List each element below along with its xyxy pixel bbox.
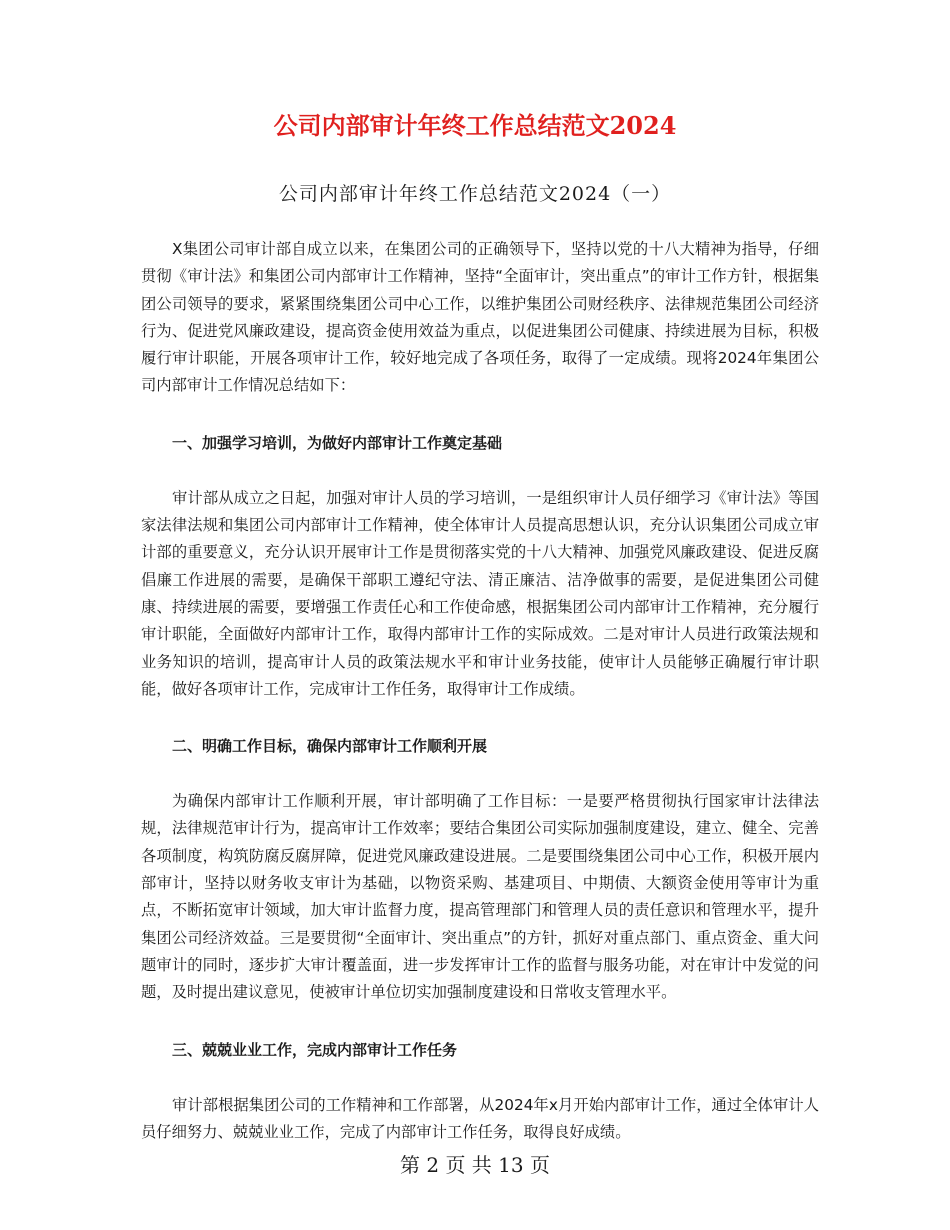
intro-paragraph: X集团公司审计部自成立以来，在集团公司的正确领导下，坚持以党的十八大精神为指导，仔细贯彻《审计法》和集团公司内部审计工作精神，坚持“全面审计，突出重点”的审计工作方针，根据集团公司领导的要求，紧紧围绕集团公司中心工作，以维护集团公司财经秩序、法律规范集团公司经济行为、促进党风廉政建设，提高资金使用效益为重点，以促进集团公司健康、持续进展为目标，积极履行审计职能，开展各项审计工作，较好地完成了各项任务，取得了一定成绩。现将2024年集团公司内部审计工作情况总结如下： xyxy=(141,240,819,395)
section-heading-1: 一、加强学习培训，为做好内部审计工作奠定基础 xyxy=(172,433,503,452)
section-heading-3: 三、兢兢业业工作，完成内部审计工作任务 xyxy=(172,1040,458,1059)
section-paragraph-1: 审计部从成立之日起，加强对审计人员的学习培训，一是组织审计人员仔细学习《审计法》等国家法律法规和集团公司内部审计工作精神，使全体审计人员提高思想认识，充分认识集团公司成立审计部的重要意义，充分认识开展审计工作是贯彻落实党的十八大精神、加强党风廉政建设、促进反腐倡廉工作进展的需要，是确保干部职工遵纪守法、清正廉洁、洁净做事的需要，是促进集团公司健康、持续进展的需要，要增强工作责任心和工作使命感，根据集团公司内部审计工作精神，充分履行审计职能，全面做好内部审计工作，取得内部审计工作的实际成效。二是对审计人员进行政策法规和业务知识的培训，提高审计人员的政策法规水平和审计业务技能，使审计人员能够正确履行审计职能，做好各项审计工作，完成审计工作任务，取得审计工作成绩。 xyxy=(141,488,819,698)
section-paragraph-3: 审计部根据集团公司的工作精神和工作部署，从2024年x月开始内部审计工作，通过全体审计人员仔细努力、兢兢业业工作，完成了内部审计工作任务，取得良好成绩。 xyxy=(141,1095,819,1141)
section-paragraph-2: 为确保内部审计工作顺利开展，审计部明确了工作目标：一是要严格贯彻执行国家审计法律法规，法律规范审计行为，提高审计工作效率；要结合集团公司实际加强制度建设，建立、健全、完善各项制度，构筑防腐反腐屏障，促进党风廉政建设进展。二是要围绕集团公司中心工作，积极开展内部审计，坚持以财务收支审计为基础，以物资采购、基建项目、中期债、大额资金使用等审计为重点，不断拓宽审计领域，加大审计监督力度，提高管理部门和管理人员的责任意识和管理水平，提升集团公司经济效益。三是要贯彻“全面审计、突出重点”的方针，抓好对重点部门、重点资金、重大问题审计的同时，逐步扩大审计覆盖面，进一步发挥审计工作的监督与服务功能，对在审计中发觉的问题，及时提出建议意见，使被审计单位切实加强制度建设和日常收支管理水平。 xyxy=(141,792,819,1002)
document-body xyxy=(141,236,819,1176)
document-title: 公司内部审计年终工作总结范文2024 xyxy=(273,111,677,140)
document-subtitle: 公司内部审计年终工作总结范文2024（一） xyxy=(278,183,672,205)
section-heading-2: 二、明确工作目标，确保内部审计工作顺利开展 xyxy=(172,737,488,756)
page-number-footer: 第 2 页 共 13 页 xyxy=(400,1153,550,1177)
